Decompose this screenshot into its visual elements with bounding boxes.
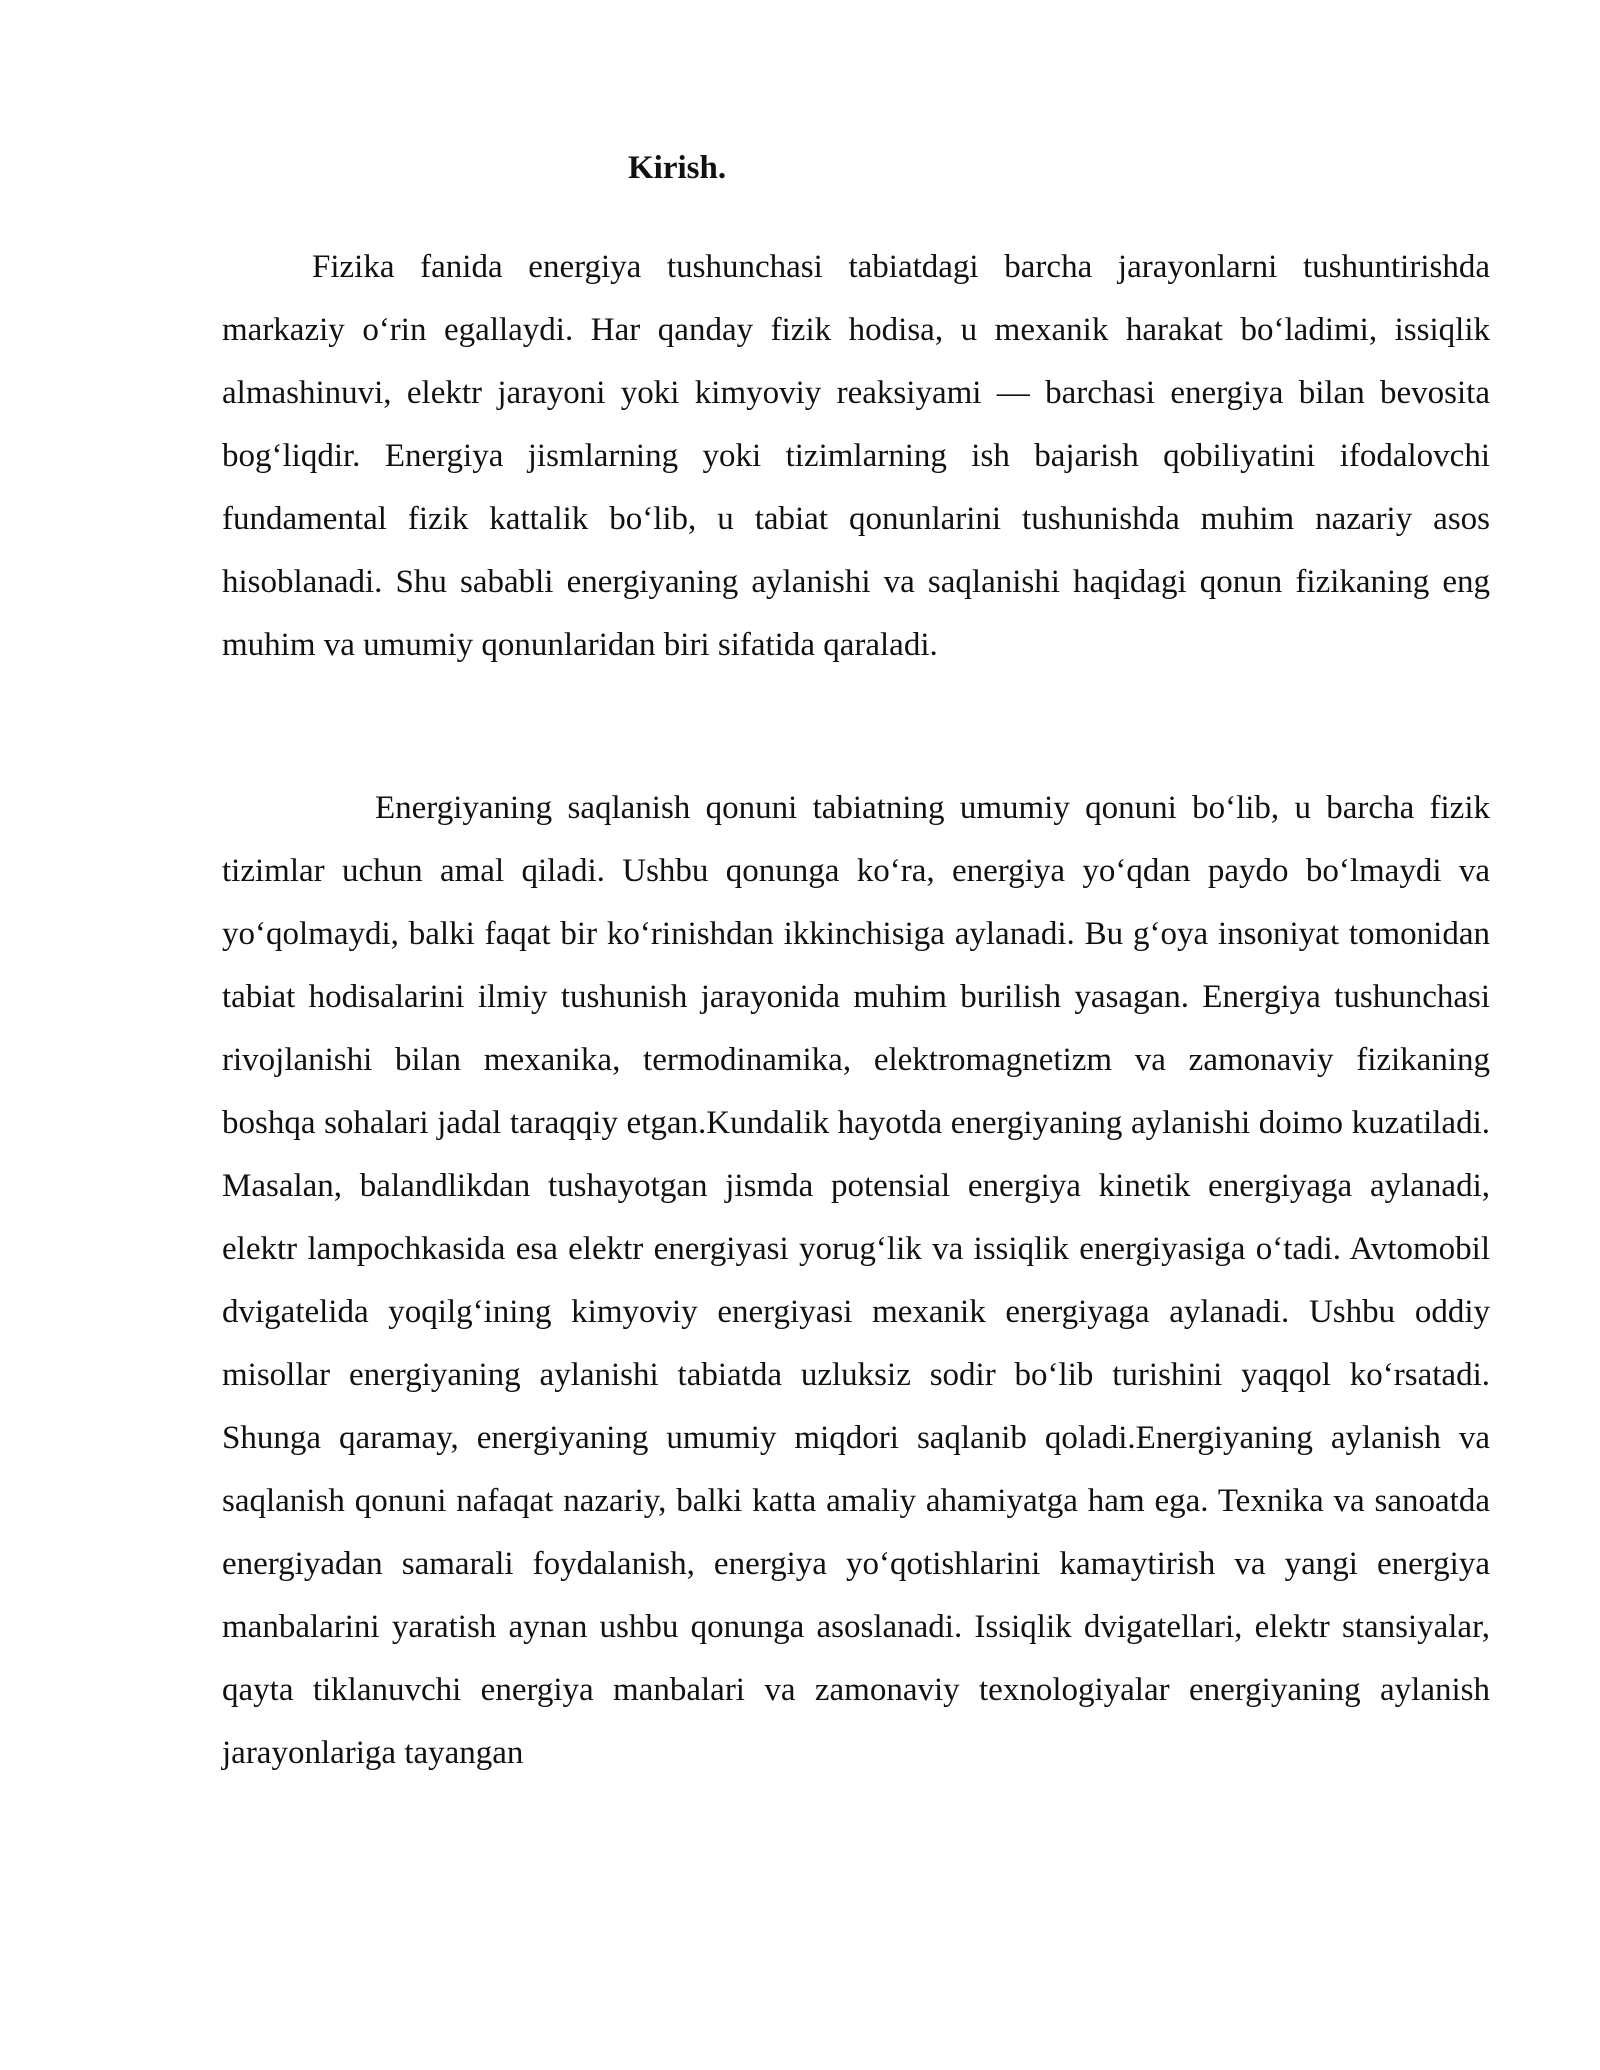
paragraph-1: Fizika fanida energiya tushunchasi tabiatdagi barcha jarayonlarni tushuntirishda markaziy o‘rin egallaydi. Har qanday fizik hodisa, u mexanik harakat bo‘ladimi, issiqlik almashinuvi, elektr jarayoni yoki kimyoviy reaksiyami — barchasi energiya bilan bevosita bog‘liqdir. Energiya jismlarning yoki tizimlarning ish bajarish qobiliyatini ifodalovchi fundamental fizik kattalik bo‘lib, u tabiat qonunlarini tushunishda muhim nazariy asos hisoblanadi. Shu sababli energiyaning aylanishi va saqlanishi haqidagi qonun fizikaning eng muhim va umumiy qonunlaridan biri sifatida qaraladi. bbox=[222, 249, 1490, 663]
section-heading: Kirish. bbox=[628, 150, 727, 186]
paragraph-2: Energiyaning saqlanish qonuni tabiatning umumiy qonuni bo‘lib, u barcha fizik tizimlar uchun amal qiladi. Ushbu qonunga ko‘ra, energiya yo‘qdan paydo bo‘lmaydi va yo‘qolmaydi, balki faqat bir ko‘rinishdan ikkinchisiga aylanadi. Bu g‘oya insoniyat tomonidan tabiat hodisalarini ilmiy tushunish jarayonida muhim burilish yasagan. Energiya tushunchasi rivojlanishi bilan mexanika, termodinamika, elektromagnetizm va zamonaviy fizikaning boshqa sohalari jadal taraqqiy etgan.Kundalik hayotda energiyaning aylanishi doimo kuzatiladi. Masalan, balandlikdan tushayotgan jismda potensial energiya kinetik energiyaga aylanadi, elektr lampochkasida esa elektr energiyasi yorug‘lik va issiqlik energiyasiga o‘tadi. Avtomobil dvigatelida yoqilg‘ining kimyoviy energiyasi mexanik energiyaga aylanadi. Ushbu oddiy misollar energiyaning aylanishi tabiatda uzluksiz sodir bo‘lib turishini yaqqol ko‘rsatadi. Shunga qaramay, energiyaning umumiy miqdori saqlanib qoladi.Energiyaning aylanish va saqlanish qonuni nafaqat nazariy, balki katta amaliy ahamiyatga ham ega. Texnika va sanoatda energiyadan samarali foydalanish, energiya yo‘qotishlarini kamaytirish va yangi energiya manbalarini yaratish aynan ushbu qonunga asoslanadi. Issiqlik dvigatellari, elektr stansiyalar, qayta tiklanuvchi energiya manbalari va zamonaviy texnologiyalar energiyaning aylanish jarayonlariga tayangan bbox=[222, 790, 1490, 1771]
